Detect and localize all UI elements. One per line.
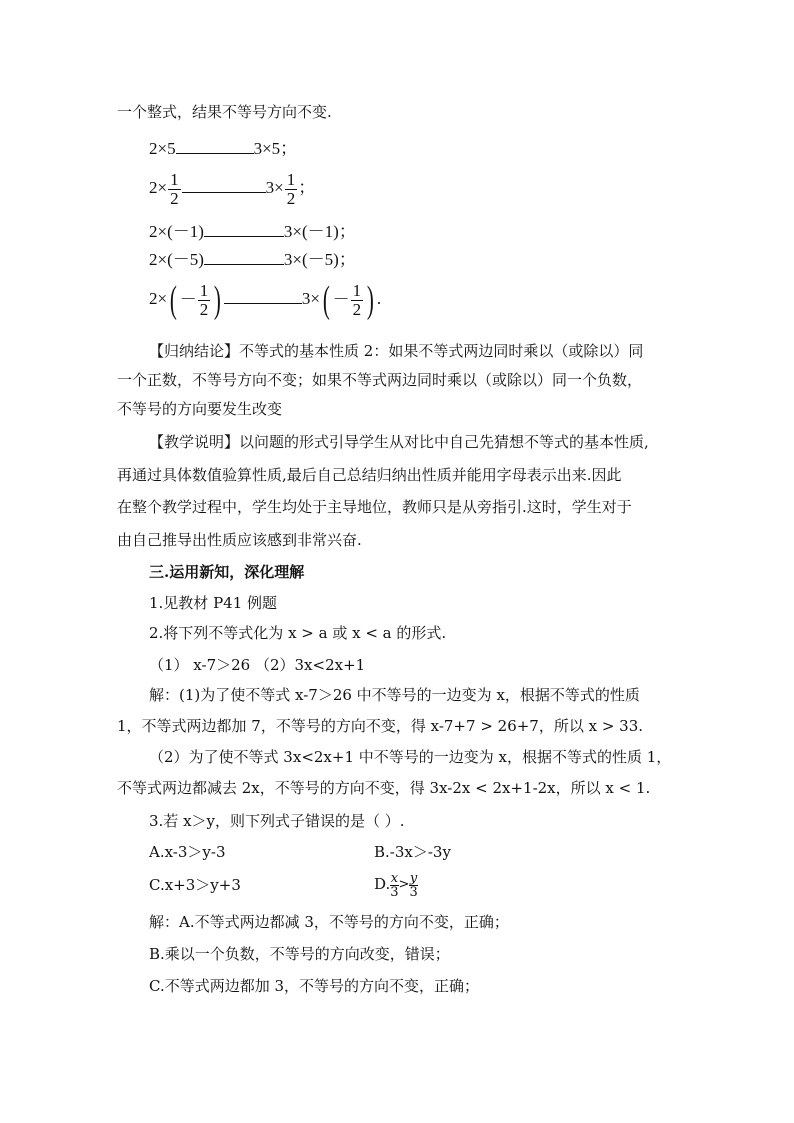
- teaching-note-line: 再通过具体数值验算性质,最后自己总结归纳出性质并能用字母表示出来.因此: [117, 466, 622, 484]
- fraction: $\frac{x}{3}$: [390, 870, 399, 900]
- teaching-note-line: 【教学说明】以问题的形式引导学生从对比中自己先猜想不等式的基本性质,: [149, 433, 649, 451]
- math-expr: 2×(－5): [149, 250, 204, 269]
- math-expr: 2×: [149, 178, 168, 197]
- math-expr: 2×5: [149, 139, 176, 158]
- teaching-note-line: 在整个教学过程中，学生均处于主导地位，教师只是从旁指引.这时，学生对于: [117, 498, 632, 516]
- answer-line: C.不等式两边都加 3，不等号的方向不变，正确；: [149, 977, 480, 995]
- option-a: A.x-3＞y-3: [149, 843, 226, 861]
- question-items: （1） x-7＞26 （2）3x<2x+1: [149, 656, 366, 674]
- section-heading: 三.运用新知，深化理解: [149, 563, 305, 581]
- math-expr: 3×(－1)；: [283, 222, 356, 241]
- answer-blank[interactable]: [204, 220, 284, 237]
- math-expr: 3×5；: [253, 139, 298, 158]
- option-b: B.-3x＞-3y: [374, 843, 451, 861]
- question-line: 3.若 x＞y，则下列式子错误的是（ ）.: [149, 812, 405, 830]
- fraction: $\frac{1}{2}$: [199, 280, 209, 319]
- math-expr: 3×(－5)；: [283, 250, 356, 269]
- math-expr: 3×: [301, 289, 320, 308]
- text-line: 一个整式，结果不等号方向不变.: [117, 103, 332, 121]
- option-d: D. $\frac{x}{3}$ > $\frac{y}{3}$: [374, 870, 418, 900]
- math-row-2: 2× $\frac{1}{2}$ 3× $\frac{1}{2}$ ；: [149, 169, 316, 208]
- answer-line: B.乘以一个负数，不等号的方向改变，错误；: [149, 945, 450, 963]
- math-expr: 2×: [149, 289, 168, 308]
- teaching-note-line: 由自己推导出性质应该感到非常兴奋.: [117, 531, 362, 549]
- question-line: 2.将下列不等式化为 x > a 或 x < a 的形式.: [149, 624, 447, 642]
- fraction: $\frac{1}{2}$: [352, 280, 362, 319]
- solution-line: 解：(1)为了使不等式 x-7＞26 中不等号的一边变为 x，根据不等式的性质: [149, 686, 640, 704]
- math-row-1: [149, 137, 297, 160]
- solution-line: （2）为了使不等式 3x<2x+1 中不等号的一边变为 x，根据不等式的性质 1，: [149, 748, 672, 766]
- solution-line: 1，不等式两边都加 7，不等号的方向不变，得 x-7+7 > 26+7，所以 x > 33.: [117, 717, 644, 735]
- question-line: 1.见教材 P41 例题: [149, 594, 278, 612]
- math-row-3: [149, 220, 356, 243]
- answer-line: 解：A.不等式两边都减 3，不等号的方向不变，正确；: [149, 913, 509, 931]
- math-row-5: 2×( － $\frac{1}{2}$ ) 3×( － $\frac{1}{2}$ ) .: [149, 279, 382, 322]
- answer-blank[interactable]: [224, 287, 302, 304]
- fraction: $\frac{1}{2}$: [286, 169, 296, 208]
- conclusion-line: 一个正数，不等号方向不变；如果不等式两边同时乘以（或除以）同一个负数，: [117, 371, 643, 389]
- solution-line: 不等式两边都减去 2x，不等号的方向不变，得 3x-2x < 2x+1-2x，所以 x < 1.: [117, 779, 651, 797]
- answer-blank[interactable]: [176, 137, 254, 154]
- answer-blank[interactable]: [182, 176, 266, 193]
- math-row-4: [149, 248, 356, 271]
- conclusion-line: 不等号的方向要发生改变: [117, 400, 283, 418]
- math-expr: 3×: [265, 178, 284, 197]
- answer-blank[interactable]: [204, 248, 284, 265]
- math-expr: 2×(－1): [149, 222, 204, 241]
- fraction: $\frac{y}{3}$: [409, 870, 418, 900]
- fraction: $\frac{1}{2}$: [170, 169, 179, 208]
- option-c: C.x+3＞y+3: [149, 876, 241, 894]
- conclusion-line: 【归纳结论】不等式的基本性质 2：如果不等式两边同时乘以（或除以）同: [149, 342, 644, 360]
